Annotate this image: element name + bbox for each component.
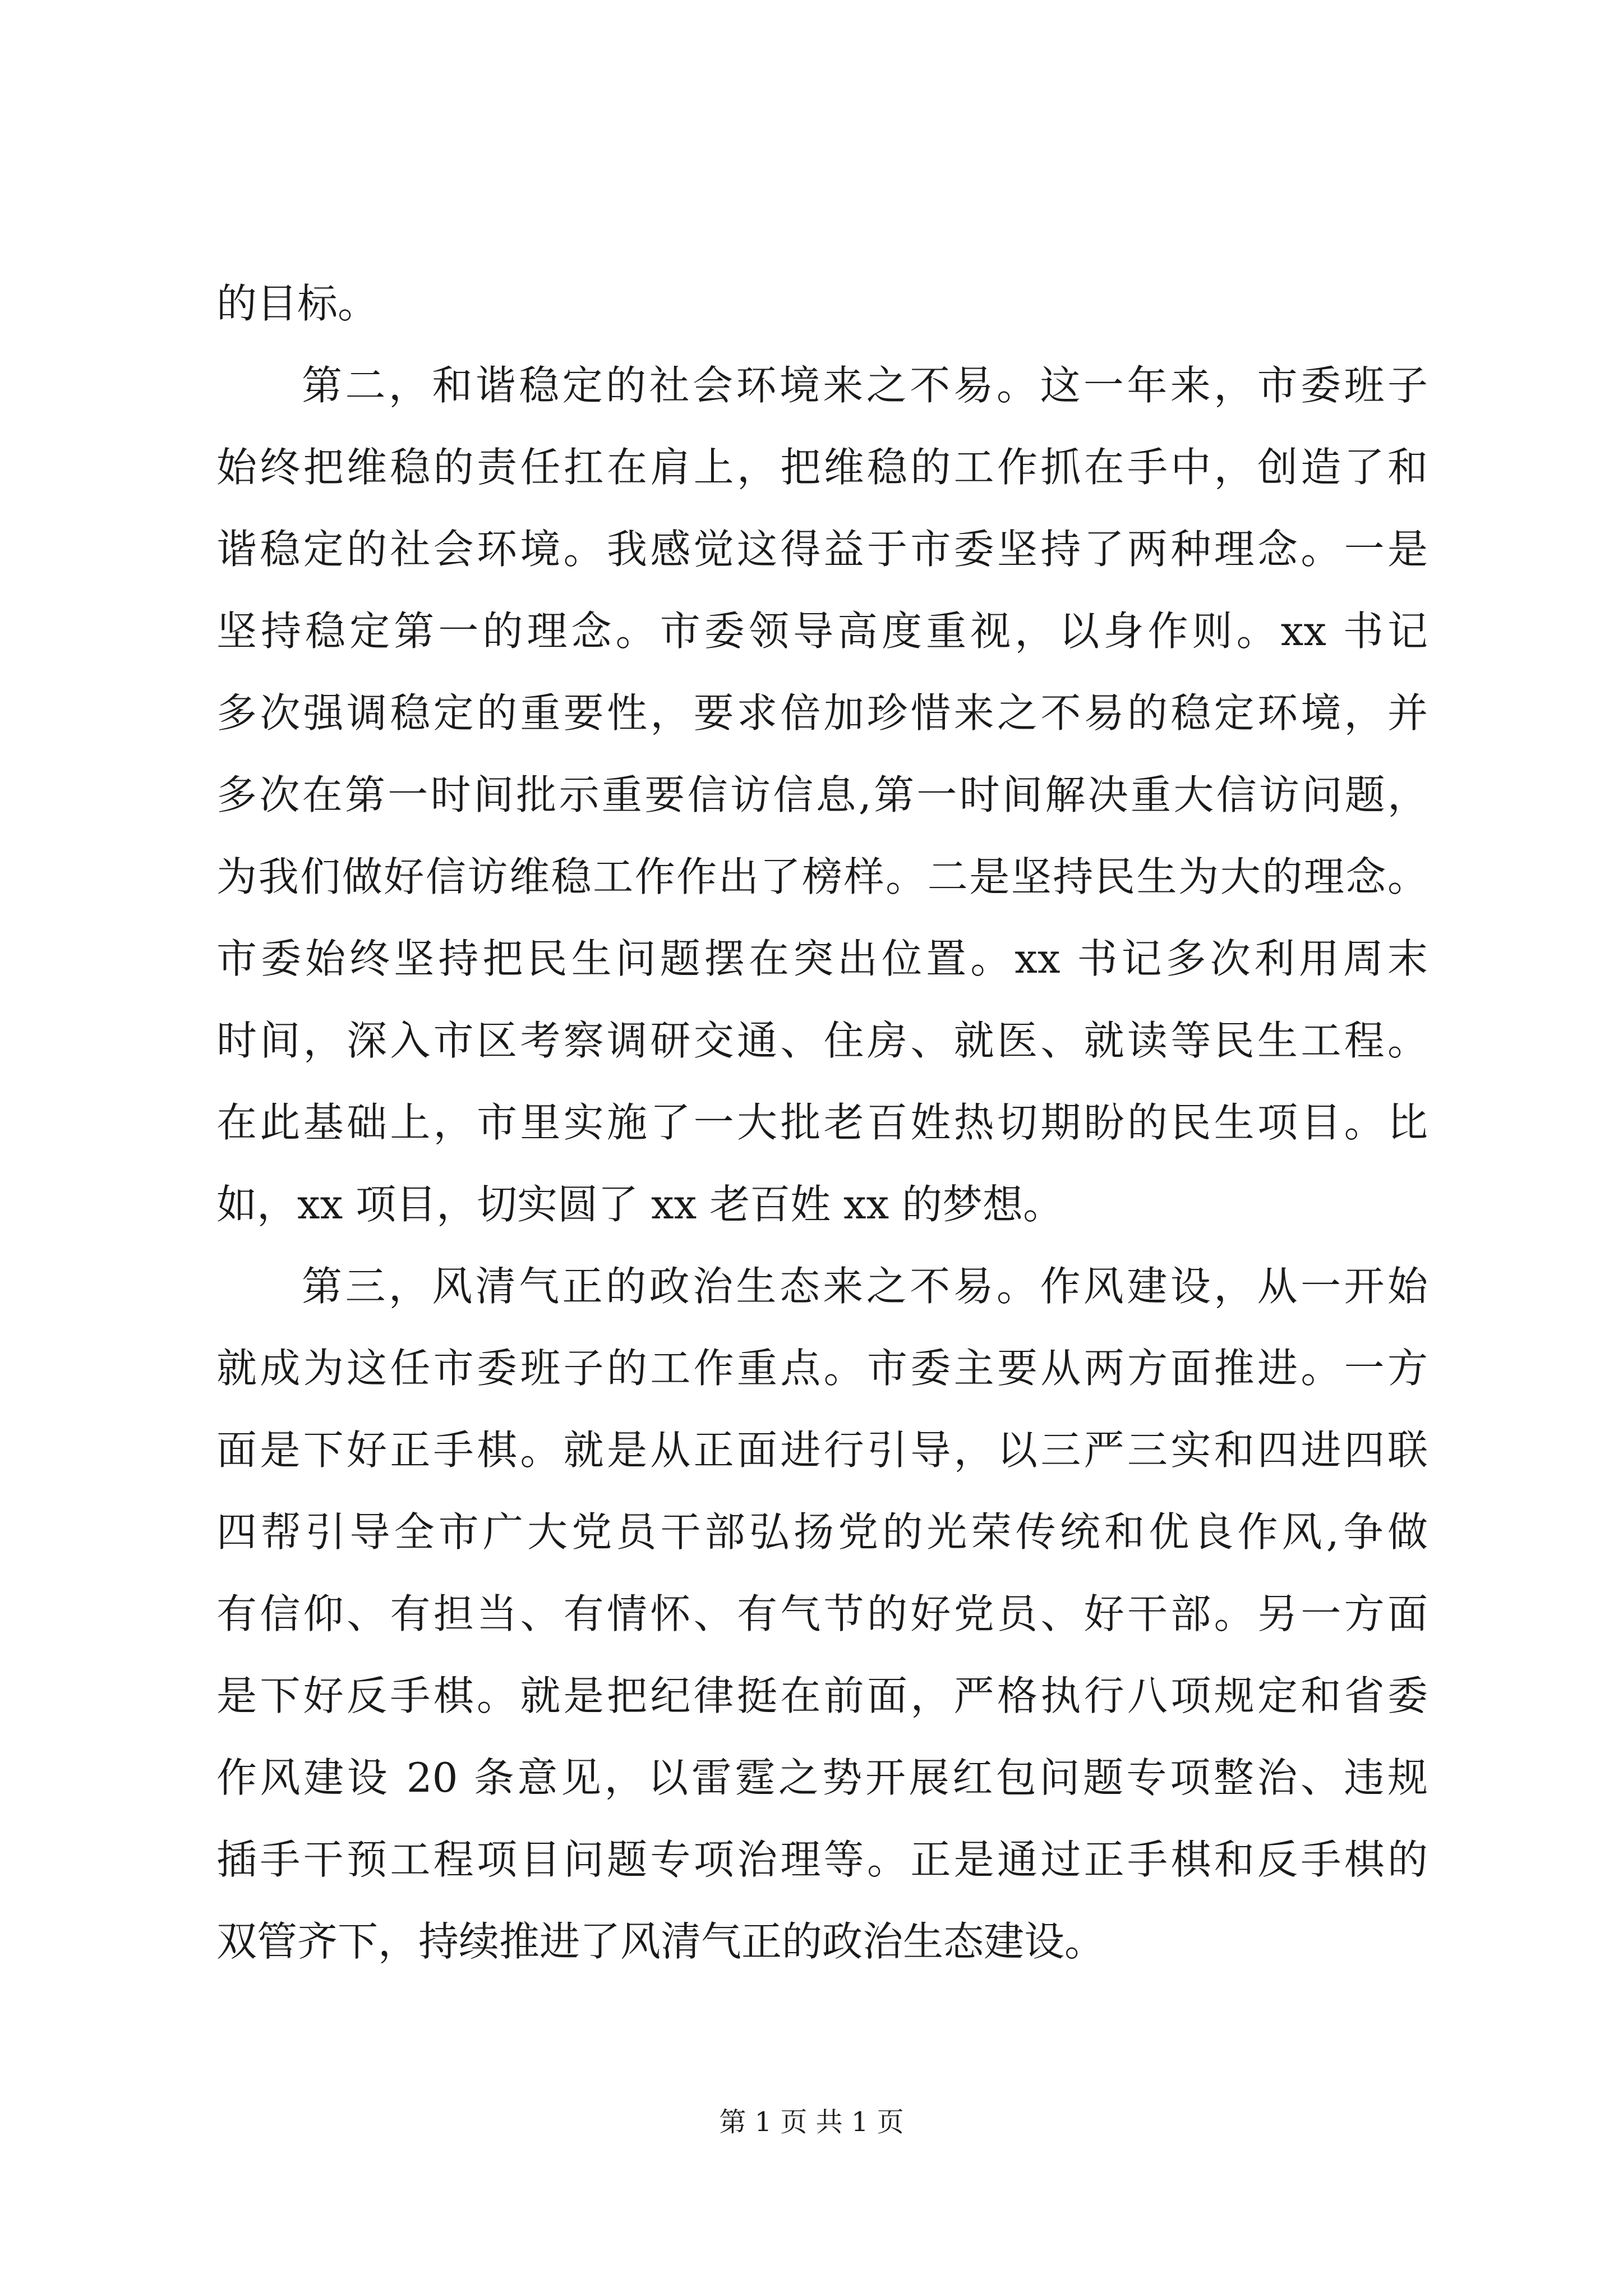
text-line: 在此基础上，市里实施了一大批老百姓热切期盼的民生项目。比 xyxy=(216,1099,1428,1146)
text-line: 双管齐下，持续推进了风清气正的政治生态建设。 xyxy=(216,1918,1105,1965)
text-line: 多次强调稳定的重要性，要求倍加珍惜来之不易的稳定环境，并 xyxy=(216,689,1428,737)
text-line: 始终把维稳的责任扛在肩上，把维稳的工作抓在手中，创造了和 xyxy=(216,444,1428,491)
text-line: 为我们做好信访维稳工作作出了榜样。二是坚持民生为大的理念。 xyxy=(216,853,1428,900)
text-line: 多次在第一时间批示重要信访信息,第一时间解决重大信访问题， xyxy=(216,771,1428,818)
document-body xyxy=(216,263,1428,1982)
text-line: 面是下好正手棋。就是从正面进行引导，以三严三实和四进四联 xyxy=(216,1427,1428,1474)
page-number-label: 第 1 页 共 1 页 xyxy=(719,2106,904,2138)
text-line: 就成为这任市委班子的工作重点。市委主要从两方面推进。一方 xyxy=(216,1345,1428,1392)
text-line: 四帮引导全市广大党员干部弘扬党的光荣传统和优良作风,争做 xyxy=(216,1508,1428,1556)
text-line: 的目标。 xyxy=(216,280,379,327)
text-line: 时间，深入市区考察调研交通、住房、就医、就读等民生工程。 xyxy=(216,1017,1428,1064)
text-line: 谐稳定的社会环境。我感觉这得益于市委坚持了两种理念。一是 xyxy=(216,526,1428,573)
paragraph-start-line: 第三，风清气正的政治生态来之不易。作风建设，从一开始 xyxy=(302,1263,1428,1310)
text-line: 插手干预工程项目问题专项治理等。正是通过正手棋和反手棋的 xyxy=(216,1836,1428,1883)
text-line: 坚持稳定第一的理念。市委领导高度重视，以身作则。xx 书记 xyxy=(216,608,1428,655)
text-line: 是下好反手棋。就是把纪律挺在前面，严格执行八项规定和省委 xyxy=(216,1672,1428,1719)
page-footer xyxy=(0,2102,1623,2142)
text-line: 如，xx 项目，切实圆了 xx 老百姓 xx 的梦想。 xyxy=(216,1181,1064,1228)
text-line: 作风建设 20 条意见，以雷霆之势开展红包问题专项整治、违规 xyxy=(216,1754,1428,1801)
text-line: 市委始终坚持把民生问题摆在突出位置。xx 书记多次利用周末 xyxy=(216,935,1428,982)
text-line: 有信仰、有担当、有情怀、有气节的好党员、好干部。另一方面 xyxy=(216,1590,1428,1637)
paragraph-start-line: 第二，和谐稳定的社会环境来之不易。这一年来，市委班子 xyxy=(302,362,1428,409)
